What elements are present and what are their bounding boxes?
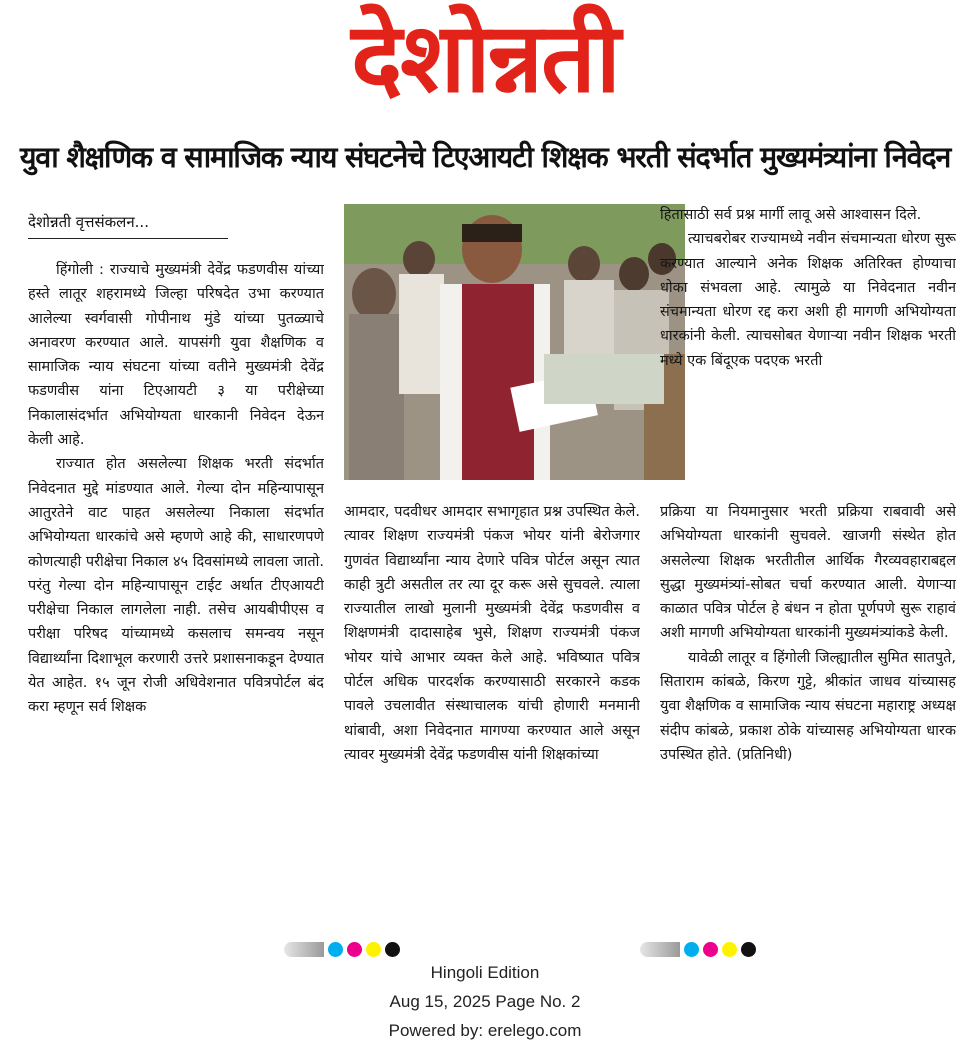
paragraph: राज्यात होत असलेल्या शिक्षक भरती संदर्भात निवेदनात मुद्दे मांडण्यात आले. गेल्या दोन महिन्यापासून आतुरतेने वाट पाहत असलेल्या निकाला संदर्भात अभियोग्यता धारकांचे असे म्हणणे आहे की, साधारणपणे कोणत्याही परीक्षेचा निकाल ४५ दिवसांमध्ये लावला जातो. परंतु गेल्या दोन महिन्यापासून टाईट अर्थात टीएआयटी परीक्षेचा निकाल लागलेला नाही. तसेच आयबीपीएस व परीक्षा परिषद यांच्यामध्ये कसलाच समन्वय नसून विद्यार्थ्यांना दिशाभूल करणारी उत्तरे प्रशासनाकडून देण्यात येत आहेत. १५ जून रोजी अधिवेशनात पवित्रपोर्टल बंद करा म्हणून सर्व शिक्षक <box>28 456 324 716</box>
registration-marks-left <box>284 942 404 958</box>
article-column-1 <box>28 258 324 920</box>
registration-bar-icon <box>284 942 324 957</box>
newspaper-logo: देशोन्नती <box>351 2 619 114</box>
article-headline: युवा शैक्षणिक व सामाजिक न्याय संघटनेचे टिएआयटी शिक्षक भरती संदर्भात मुख्यमंत्र्यांना निवेदन <box>19 140 951 174</box>
yellow-dot-icon <box>722 942 737 957</box>
article-column-3-bottom <box>660 500 956 920</box>
paragraph: आमदार, पदवीधर आमदार सभागृहात प्रश्न उपस्थित केले. त्यावर शिक्षण राज्यमंत्री पंकज भोयर यांनी बेरोजगार गुणवंत विद्यार्थ्यांना न्याय देणारे पवित्र पोर्टल असून त्यात काही त्रुटी असतील तर त्या दूर करू असे सुचवले. त्याला राज्यातील लाखो मुलानी मुख्यमंत्री देवेंद्र फडणवीस व शिक्षणमंत्री दादासाहेब भुसे, शिक्षण राज्यमंत्री पंकज भोयर यांचे आभार व्यक्त केले आहे. भविष्यात पवित्र पोर्टल अधिक पारदर्शक करण्यासाठी सरकारने कडक पावले उचलावीत संस्थाचालक यांची होणारी मनमानी थांबावी, अशा निवेदनात मागण्या करण्यात आले असून त्यावर मुख्यमंत्री देवेंद्र फडणवीस यांनी शिक्षकांच्या <box>344 504 640 763</box>
cyan-dot-icon <box>684 942 699 957</box>
powered-by-label: Powered by: erelego.com <box>388 1021 582 1040</box>
cyan-dot-icon <box>328 942 343 957</box>
magenta-dot-icon <box>347 942 362 957</box>
black-dot-icon <box>385 942 400 957</box>
paragraph: प्रक्रिया या नियमानुसार भरती प्रक्रिया राबवावी असे अभियोग्यता धारकांनी सुचवले. खाजगी संस्थेत होत असलेल्या शिक्षक भरतीतील आर्थिक गैरव्यवहाराबद्दल सुद्धा मुख्यमंत्र्यां-सोबत चर्चा करण्यात आली. येणाऱ्या काळात पवित्र पोर्टल हे बंधन न होता पूर्णपणे सुरू राहावं अशी मागणी अभियोग्यता धारकांनी मुख्यमंत्र्यांकडे केली. <box>660 504 956 642</box>
magenta-dot-icon <box>703 942 718 957</box>
masthead <box>0 0 970 118</box>
paragraph: यावेळी लातूर व हिंगोली जिल्ह्यातील सुमित सातपुते, सिताराम कांबळे, किरण गुट्टे, श्रीकांत जाधव यांच्यासह युवा शैक्षणिक व सामाजिक न्याय संघटना महाराष्ट्र अध्यक्ष संदीप कांबळे, प्रकाश ठोके यांच्यासह अभियोग्यता धारक उपस्थित होते. (प्रतिनिधी) <box>660 649 956 763</box>
news-photo <box>344 204 685 480</box>
byline: देशोन्नती वृत्तसंकलन... <box>28 210 228 239</box>
edition-label: Hingoli Edition <box>430 963 540 982</box>
registration-marks-right <box>640 942 760 958</box>
black-dot-icon <box>741 942 756 957</box>
photo-illustration <box>344 204 685 480</box>
paragraph: त्याचबरोबर राज्यामध्ये नवीन संचमान्यता धोरण सुरू करण्यात आल्याने अनेक शिक्षक अतिरिक्त होण्याचा धोका संभवला आहे. त्यामुळे या निवेदनात नवीन संचमान्यता धोरण रद्द करा अशी ही मागणी अभियोग्यता धारकांनी केली. त्याचसोबत येणाऱ्या नवीन शिक्षक भरती मध्ये एक बिंदूएक पदएक भरती <box>660 231 956 369</box>
paragraph: हितासाठी सर्व प्रश्न मार्गी लावू असे आश्वासन दिले. <box>660 207 922 223</box>
yellow-dot-icon <box>366 942 381 957</box>
date-page-label: Aug 15, 2025 Page No. 2 <box>389 992 581 1011</box>
article-column-2 <box>344 500 640 920</box>
registration-bar-icon <box>640 942 680 957</box>
article-column-3-top <box>660 203 956 481</box>
paragraph: हिंगोली : राज्याचे मुख्यमंत्री देवेंद्र फडणवीस यांच्या हस्ते लातूर शहरामध्ये जिल्हा परिषदेत उभा करण्यात आलेल्या स्वर्गवासी गोपीनाथ मुंडे यांच्या पुतळ्याचे अनावरण करण्यात आले. यापसंगी युवा शैक्षणिक व सामाजिक न्याय संघटना यांच्या वतीने मुख्यमंत्री देवेंद्र फडणवीस यांना टिएआयटी ३ या परीक्षेच्या निकालासंदर्भात अभियोग्यता धारकानी निवेदन देऊन केली आहे. <box>28 262 324 449</box>
